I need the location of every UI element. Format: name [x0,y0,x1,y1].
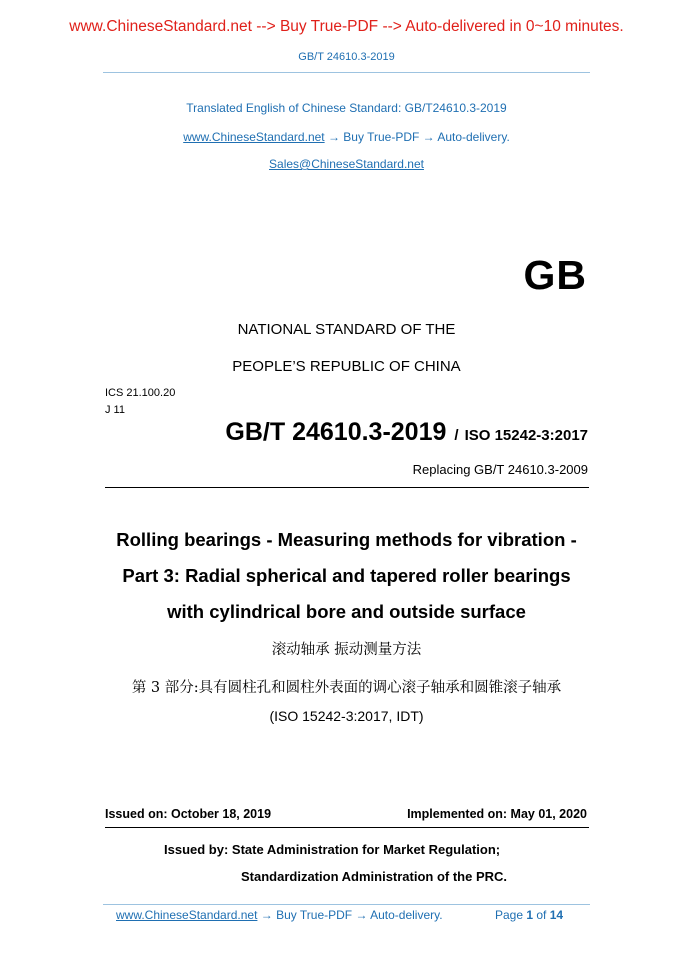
standard-number-line [225,418,588,447]
national-standard-line-1: NATIONAL STANDARD OF THE [237,321,456,338]
dates-divider [105,827,589,828]
title-cn-line-2: 第 3 部分:具有圆柱孔和圆柱外表面的调心滚子轴承和圆锥滚子轴承 [131,680,562,696]
national-standard-line-2: PEOPLE’S REPUBLIC OF CHINA [232,358,461,375]
iso-equivalent: ISO 15242-3:2017 [464,427,588,444]
title-cn-line-1: 滚动轴承 振动测量方法 [271,642,422,658]
site-link[interactable]: www.ChineseStandard.net [183,130,325,144]
standard-code: GB/T 24610.3-2019 [225,418,447,446]
title-en-line-2: Part 3: Radial spherical and tapered roller bearings [122,565,571,586]
translation-title: Translated English of Chinese Standard: GB/T24610.3-2019 [186,101,507,115]
email-line [0,157,693,171]
header-standard-code: GB/T 24610.3-2019 [298,51,395,63]
page-label: Page [495,908,527,922]
footer-divider [103,904,590,905]
title-en-line-1: Rolling bearings - Measuring methods for vibration - [116,529,577,550]
title-en-line-3: with cylindrical bore and outside surface [167,601,526,622]
ccs-code: J 11 [105,404,125,416]
site-link-tail: → Buy True-PDF → Auto-delivery. [324,130,510,144]
header-divider [103,72,590,73]
page-of: of [533,908,550,922]
footer-site-line [116,908,443,922]
implemented-date: Implemented on: May 01, 2020 [407,807,587,821]
footer-site-link[interactable]: www.ChineseStandard.net [116,908,258,922]
title-divider [105,487,589,488]
promo-banner[interactable]: www.ChineseStandard.net --> Buy True-PDF --> Auto-delivered in 0~10 minutes. [69,18,624,35]
replacing-standard: Replacing GB/T 24610.3-2009 [412,462,588,477]
translation-site-line [0,130,693,144]
iso-reference: (ISO 15242-3:2017, IDT) [269,708,424,724]
issuer-line-2: Standardization Administration of the PRC. [241,869,508,884]
gb-logo: GB [523,252,587,298]
ics-code: ICS 21.100.20 [105,387,176,399]
page-current: 1 [526,908,534,922]
page-indicator [495,908,563,922]
issuer-line-1: Issued by: State Administration for Market Regulation; [164,842,501,857]
issued-date: Issued on: October 18, 2019 [105,807,272,821]
sales-email-link[interactable]: Sales@ChineseStandard.net [269,157,424,171]
footer-site-tail: → Buy True-PDF → Auto-delivery. [257,908,443,922]
standard-separator: / [454,427,459,444]
page-total: 14 [549,908,564,922]
